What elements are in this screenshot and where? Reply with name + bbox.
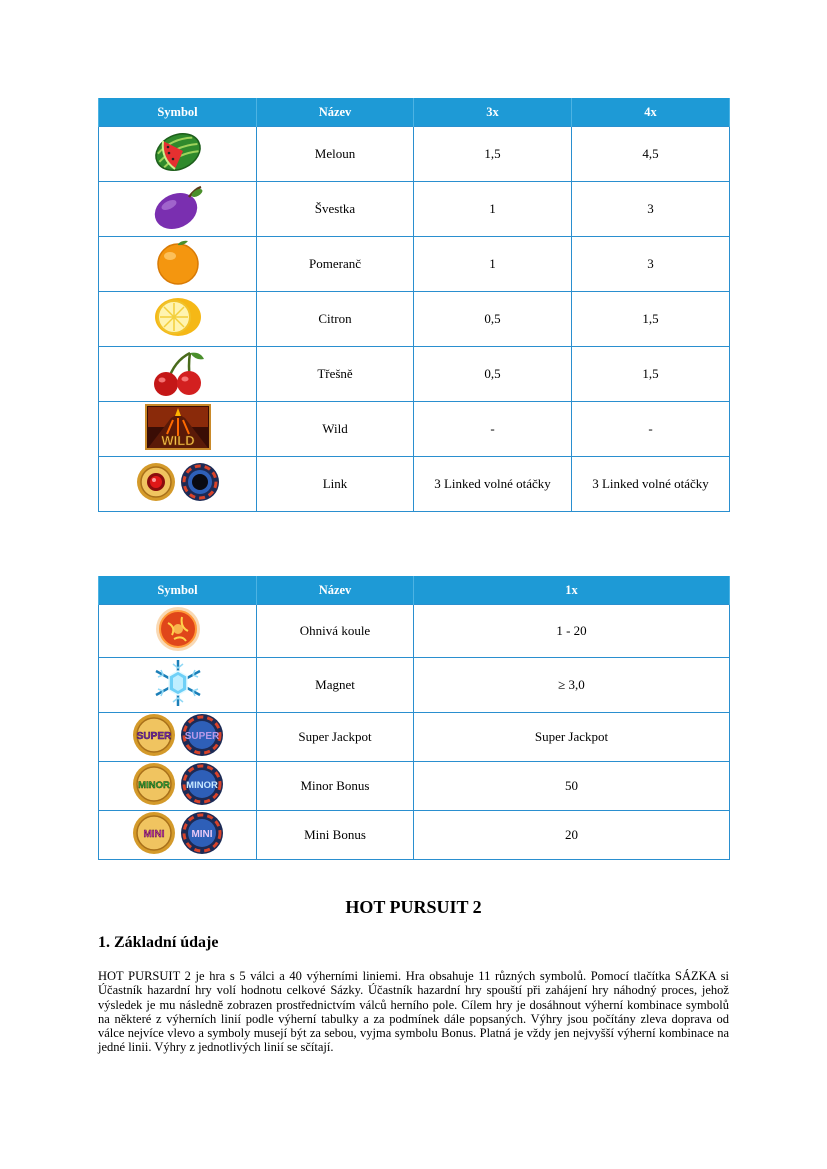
- name-cell: Meloun: [257, 127, 414, 182]
- table-row: [99, 292, 730, 347]
- name-cell: Magnet: [257, 658, 414, 713]
- coin-label: MINOR: [185, 780, 218, 791]
- symbol-cell: [99, 347, 257, 402]
- table-header-row: [99, 576, 730, 605]
- payout-4x: 1,5: [572, 347, 730, 402]
- symbol-cell: [99, 762, 257, 811]
- table-row: [99, 762, 730, 811]
- symbol-cell: [99, 457, 257, 512]
- payout-4x: 4,5: [572, 127, 730, 182]
- symbol-cell: [99, 658, 257, 713]
- name-cell: Švestka: [257, 182, 414, 237]
- payout-3x: -: [414, 402, 572, 457]
- symbol-cell: [99, 605, 257, 658]
- section-heading: 1. Základní údaje: [98, 934, 219, 951]
- name-cell: Link: [257, 457, 414, 512]
- payout-1x: 20: [414, 811, 730, 860]
- coin-label: MINI: [142, 829, 165, 840]
- payout-1x: Super Jackpot: [414, 713, 730, 762]
- link-coins-icon: [136, 462, 220, 502]
- payout-3x: 0,5: [414, 347, 572, 402]
- magnet-snowflake-icon: [152, 658, 204, 708]
- rules-paragraph: HOT PURSUIT 2 je hra s 5 válci a 40 výherními liniemi. Hra obsahuje 11 různých symbolů. Pomocí tlačítka SÁZKA si Účastník hazardní hry volí hodnotu celkové Sázky. Účastník hazardní hry spouští při zahájení hry náhodný proces, jehož výsledek je mu následně zobrazen prostřednictvím válců herního pole. Cílem hry je dosáhnout výherní kombinace symbolů na některé z výherních linií podle výherní tabulky a za podmínek dále popsaných. Výhry jsou počítány zleva doprava od válce nejvíce vlevo a symboly musejí být za sebou, vyjma symbolu Bonus. Platná je vždy jen nejvyšší výherní kombinace na jedné linii. Výhry z jednotlivých linií se sčítají.: [98, 969, 729, 1055]
- symbol-cell: [99, 237, 257, 292]
- table-row: [99, 658, 730, 713]
- coin-label: SUPER: [136, 731, 171, 742]
- name-cell: Citron: [257, 292, 414, 347]
- name-cell: Ohnivá koule: [257, 605, 414, 658]
- header-symbol: Symbol: [99, 98, 257, 127]
- symbol-cell: [99, 713, 257, 762]
- lemon-icon: [152, 294, 204, 340]
- name-cell: Mini Bonus: [257, 811, 414, 860]
- symbol-cell: [99, 292, 257, 347]
- coin-label: MINOR: [137, 780, 170, 791]
- name-cell: Pomeranč: [257, 237, 414, 292]
- payout-3x: 0,5: [414, 292, 572, 347]
- payout-3x: 3 Linked volné otáčky: [414, 457, 572, 512]
- header-1x: 1x: [414, 576, 730, 605]
- name-cell: Třešně: [257, 347, 414, 402]
- fireball-icon: [154, 605, 202, 653]
- name-cell: Wild: [257, 402, 414, 457]
- payout-4x: 3 Linked volné otáčky: [572, 457, 730, 512]
- header-name: Název: [257, 98, 414, 127]
- payout-3x: 1: [414, 182, 572, 237]
- name-cell: Super Jackpot: [257, 713, 414, 762]
- symbol-cell: [99, 402, 257, 457]
- payout-4x: 1,5: [572, 292, 730, 347]
- watermelon-icon: [153, 129, 203, 175]
- coin-label: MINI: [190, 829, 213, 840]
- table-header-row: [99, 98, 730, 127]
- orange-icon: [154, 238, 202, 286]
- payout-1x: ≥ 3,0: [414, 658, 730, 713]
- name-cell: Minor Bonus: [257, 762, 414, 811]
- header-name: Název: [257, 576, 414, 605]
- payout-4x: 3: [572, 182, 730, 237]
- svg-text:WILD: WILD: [160, 433, 195, 448]
- payout-4x: -: [572, 402, 730, 457]
- table-row: [99, 127, 730, 182]
- paytable-bonus: [98, 576, 730, 860]
- payout-3x: 1,5: [414, 127, 572, 182]
- minor-coins-icon: [132, 762, 224, 806]
- symbol-cell: [99, 182, 257, 237]
- cherries-icon: [150, 347, 206, 397]
- payout-3x: 1: [414, 237, 572, 292]
- table-row: [99, 811, 730, 860]
- plum-icon: [151, 183, 205, 231]
- payout-4x: 3: [572, 237, 730, 292]
- table-row: [99, 402, 730, 457]
- payout-1x: 50: [414, 762, 730, 811]
- header-3x: 3x: [414, 98, 572, 127]
- table-row: [99, 237, 730, 292]
- symbol-cell: [99, 811, 257, 860]
- table-row: [99, 713, 730, 762]
- coin-label: SUPER: [184, 731, 219, 742]
- game-title: HOT PURSUIT 2: [345, 897, 482, 917]
- table-row: [99, 605, 730, 658]
- symbol-cell: [99, 127, 257, 182]
- payout-1x: 1 - 20: [414, 605, 730, 658]
- mini-coins-icon: [132, 811, 224, 855]
- header-symbol: Symbol: [99, 576, 257, 605]
- header-4x: 4x: [572, 98, 730, 127]
- super-coins-icon: [132, 713, 224, 757]
- paytable-fruits: [98, 98, 730, 512]
- table-row: [99, 347, 730, 402]
- wild-volcano-icon: [145, 404, 211, 450]
- table-row: [99, 182, 730, 237]
- table-row: [99, 457, 730, 512]
